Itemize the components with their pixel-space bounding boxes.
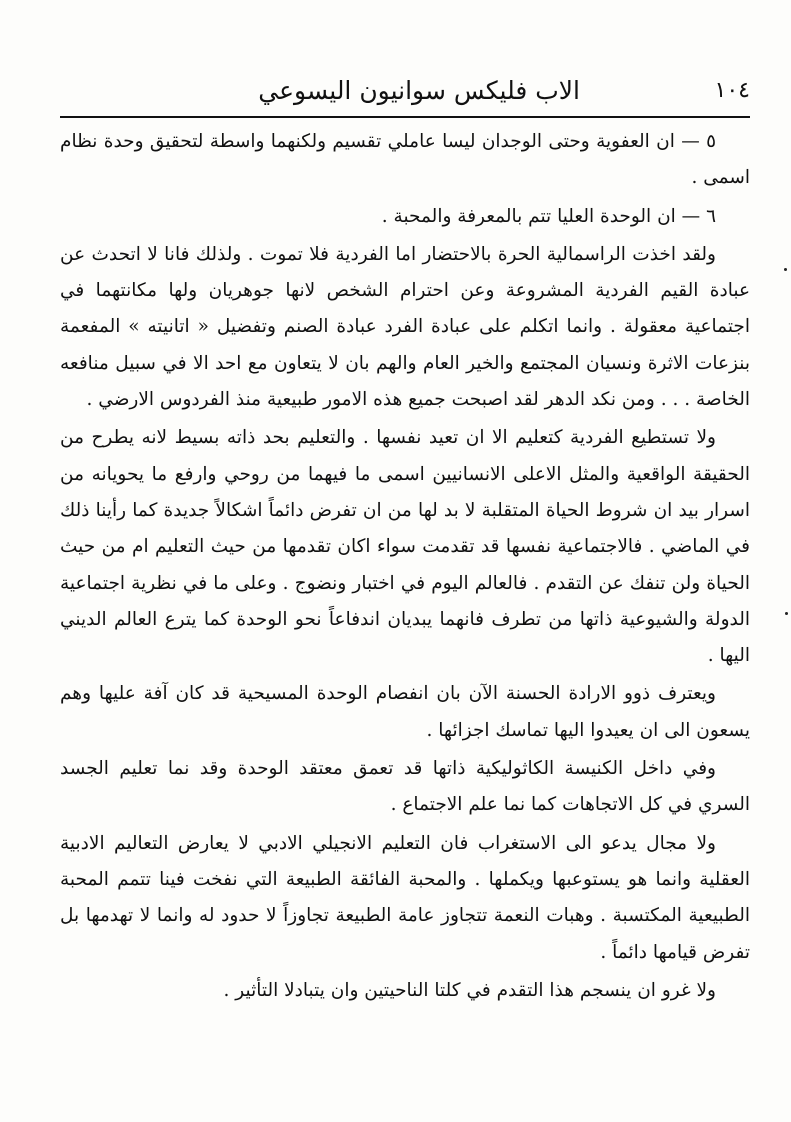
- paragraph-conclusion: ولا غرو ان ينسجم هذا التقدم في كلتا الناحيتين وان يتبادلا التأثير .: [223, 979, 716, 1001]
- body-text: [60, 124, 750, 1011]
- paragraph-individualism: ولقد اخذت الراسمالية الحرة بالاحتضار اما الفردية فلا تموت . ولذلك فانا لا اتحدث عن عبادة القيم الفردية المشروعة وعن احترام الشخص لانها جوهريان ولها مكانتهما في اجتماعية معقولة . وانما اتكلم على عبادة الفرد عبادة الصنم وتفضيل « اتانيته » المفعمة بنزعات الاثرة ونسيان المجتمع والخير العام والهم بان لا يتعاون مع احد الا في سبيل منافعه الخاصة . . . ومن نكد الدهر لقد اصبحت جميع هذه الامور طبيعية منذ الفردوس الارضي .: [60, 243, 750, 411]
- paragraph-point-6: ٦ — ان الوحدة العليا تتم بالمعرفة والمحبة .: [381, 205, 716, 227]
- paragraph-gospel-teaching: ولا مجال يدعو الى الاستغراب فان التعليم الانجيلي الادبي لا يعارض التعاليم الادبية العقلية وانما هو يستوعبها ويكملها . والمحبة الفائقة الطبيعة التي نفخت فينا تتمم المحبة الطبيعية المكتسبة . وهبات النعمة تتجاوز عامة الطبيعة تجاوزاً لا حدود له وانما لا تهدمها بل تفرض قيامها دائماً .: [60, 832, 750, 963]
- paragraph-christian-unity: ويعترف ذوو الارادة الحسنة الآن بان انفصام الوحدة المسيحية قد كان آفة عليها وهم يسعون الى ان يعيدوا اليها تماسك اجزائها .: [60, 683, 750, 741]
- page-number: ١٠٤: [714, 78, 750, 103]
- page-header: [60, 72, 750, 112]
- paragraph-catholic-church: وفي داخل الكنيسة الكاثوليكية ذاتها قد تعمق معتقد الوحدة وقد نما تعليم الجسد السري في كل الاتجاهات كما نما علم الاجتماع .: [60, 758, 750, 816]
- running-title: الاب فليكس سوانيون اليسوعي: [258, 76, 580, 105]
- scan-speck: [785, 612, 788, 615]
- header-rule: [60, 116, 750, 118]
- paragraph-point-5: ٥ — ان العفوية وحتى الوجدان ليسا عاملي تقسيم ولكنهما واسطة لتحقيق وحدة نظام اسمى .: [60, 131, 750, 189]
- scan-speck: [784, 268, 787, 271]
- paragraph-teaching: ولا تستطيع الفردية كتعليم الا ان تعيد نفسها . والتعليم بحد ذاته بسيط لانه يطرح من الحقيقة الواقعية والمثل الاعلى الانسانيين اسمى ما فيهما من روحي وارفع ما يحويانه من اسرار بيد ان شروط الحياة المتقلبة لا بد لها من ان تفرض دائماً اشكالاً جديدة كما رأينا ذلك في الماضي . فالاجتماعية نفسها قد تقدمت سواء اكان تقدمها من حيث التعليم ام من حيث الحياة ولن تنفك عن التقدم . فالعالم اليوم في اختبار ونضوج . وعلى ما في نظرية اجتماعية الدولة والشيوعية ذاتها من تطرف فانهما يبديان اندفاعاً نحو الوحدة كما يترع العالم الديني اليها .: [60, 427, 750, 667]
